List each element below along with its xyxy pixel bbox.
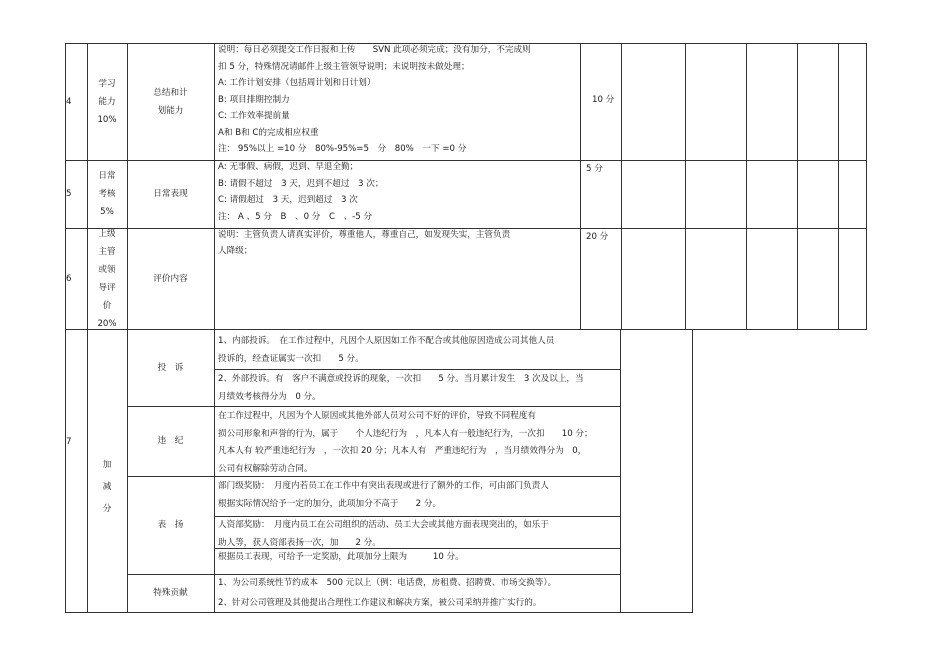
category-label: 5%: [100, 207, 114, 217]
rule-text: 损公司形象和声誉的行为，属于 个人违纪行为 ，凡本人有一般违纪行为，一次扣 10 分；: [218, 428, 593, 439]
criteria-text: 注： A 、5 分 B 、0 分 C 、-5 分: [218, 211, 373, 222]
category-label: 上级: [98, 228, 116, 239]
criteria-text: 说明：每日必须提交工作日报和上传 SVN 此项必须完成；没有加分，不完成则: [218, 45, 531, 55]
rule-text: 2、外部投诉。有 客户不满意或投诉的现象，一次扣 5 分。当月累计发生 3 次及以上，当: [218, 374, 584, 384]
category-label: 主管: [98, 246, 116, 257]
table-rule-vertical: [685, 43, 686, 330]
table-rule-vertical: [866, 43, 867, 330]
criteria-text: A和 B和 C的完成相应权重: [218, 127, 319, 138]
criteria-text: 人降级；: [218, 246, 253, 256]
rule-text: 根据员工表现，可给予一定奖励，此项加分上限为 10 分。: [218, 552, 464, 562]
rule-text: 月绩效考核得分为 0 分。: [218, 391, 321, 402]
item-label: 划能力: [157, 105, 184, 116]
criteria-text: 扣 5 分，特殊情况请邮件上级主管领导说明；未说明按未做处理；: [218, 61, 470, 72]
category-label: 价: [102, 300, 112, 311]
category-label: 能力: [98, 96, 116, 107]
rule-text: 在工作过程中，凡因为个人原因或其他外部人员对公司不好的评价，导致不同程度有: [218, 411, 536, 421]
rule-text: 根据实际情况给予一定的加分，此项加分不高于 2 分。: [218, 498, 442, 509]
item-label: 评价内容: [153, 273, 188, 284]
subsection-label: 特殊贡献: [153, 588, 188, 598]
row-number: 5: [66, 189, 72, 199]
row-number: 7: [66, 437, 72, 447]
rule-text: 投诉的，经查证属实一次扣 5 分。: [218, 353, 364, 364]
item-label: 总结和计: [153, 87, 188, 98]
table-rule-horizontal: [214, 516, 621, 517]
category-label: 10%: [97, 114, 117, 125]
rule-text: 人资部奖励： 月度内员工在公司组织的活动、员工大会或其他方面表现突出的，如乐于: [218, 520, 549, 530]
category-label: 20%: [97, 318, 117, 329]
category-label: 加: [102, 460, 112, 470]
rule-text: 1、为公司系统性节约成本 500 元以上（例：电话费，房租费、招聘费、市场交换等）。: [218, 578, 557, 588]
rule-text: 助人等，获人资部表扬一次，加 2 分。: [218, 537, 381, 548]
score-value: 5 分: [586, 164, 603, 174]
table-rule-vertical: [797, 43, 798, 330]
table-rule-horizontal: [214, 369, 621, 370]
table-rule-vertical: [65, 43, 66, 330]
category-label: 导评: [98, 282, 116, 293]
table-rule-vertical: [621, 43, 622, 330]
row-number: 6: [66, 273, 72, 284]
table-rule-horizontal: [127, 476, 621, 477]
criteria-text: A: 无事假、病假，迟到、早退全勤；: [218, 162, 359, 172]
table-rule-vertical: [580, 43, 581, 330]
category-label: 学习: [98, 78, 116, 89]
item-label: 日常表现: [153, 189, 188, 199]
score-value: 10 分: [592, 95, 615, 105]
table-rule-vertical: [214, 329, 215, 613]
criteria-text: C: 请假超过 3 天，迟到超过 3 次: [218, 195, 358, 205]
table-rule-vertical: [65, 329, 66, 613]
row-number: 4: [66, 96, 72, 107]
rule-text: 凡本人有 较严重违纪行为 ，一次扣 20 分；凡本人有 严重违纪行为 ，当月绩效得分为 0，: [218, 446, 587, 456]
criteria-text: A: 工作计划安排（包括周计划和日计划）: [218, 78, 376, 88]
category-label: 分: [102, 504, 112, 514]
criteria-text: C: 工作效率提前量: [218, 111, 290, 121]
table-rule-horizontal: [127, 574, 621, 575]
table-rule-horizontal: [65, 612, 693, 613]
criteria-text: B: 请假不超过 3 天，迟到不超过 3 次；: [218, 178, 384, 189]
table-rule-vertical: [746, 43, 747, 330]
criteria-text: 说明：主管负责人请真实评价，尊重他人，尊重自己，如发现失实，主管负责: [218, 230, 511, 240]
table-rule-vertical: [214, 43, 215, 330]
subsection-label: 违 纪: [157, 436, 184, 446]
category-label: 考核: [98, 189, 116, 199]
table-rule-vertical: [838, 43, 839, 330]
category-label: 减: [102, 482, 112, 492]
score-value: 20 分: [586, 232, 609, 242]
table-rule-horizontal: [127, 406, 621, 407]
subsection-label: 投 诉: [157, 362, 184, 373]
category-label: 或领: [98, 264, 116, 275]
rule-text: 公司有权解除劳动合同。: [218, 463, 313, 474]
table-rule-vertical: [620, 329, 621, 613]
rule-text: 部门级奖励： 月度内若员工在工作中有突出表现或进行了额外的工作，可由部门负责人: [218, 481, 549, 491]
rule-text: 1、内部投诉。 在工作过程中，凡因个人原因如工作不配合或其他原因造成公司其他人员: [218, 336, 555, 346]
criteria-text: 注： 95%以上 =10 分 80%-95%=5 分 80% 一下 =0 分: [218, 144, 467, 154]
rule-text: 2、针对公司管理及其他提出合理性工作建议和解决方案，被公司采纳并推广实行的。: [218, 598, 542, 608]
category-label: 日常: [98, 171, 116, 181]
table-rule-vertical: [692, 329, 693, 613]
criteria-text: B: 项目排期控制力: [218, 94, 290, 105]
subsection-label: 表 扬: [157, 520, 184, 530]
table-rule-vertical: [87, 329, 88, 613]
